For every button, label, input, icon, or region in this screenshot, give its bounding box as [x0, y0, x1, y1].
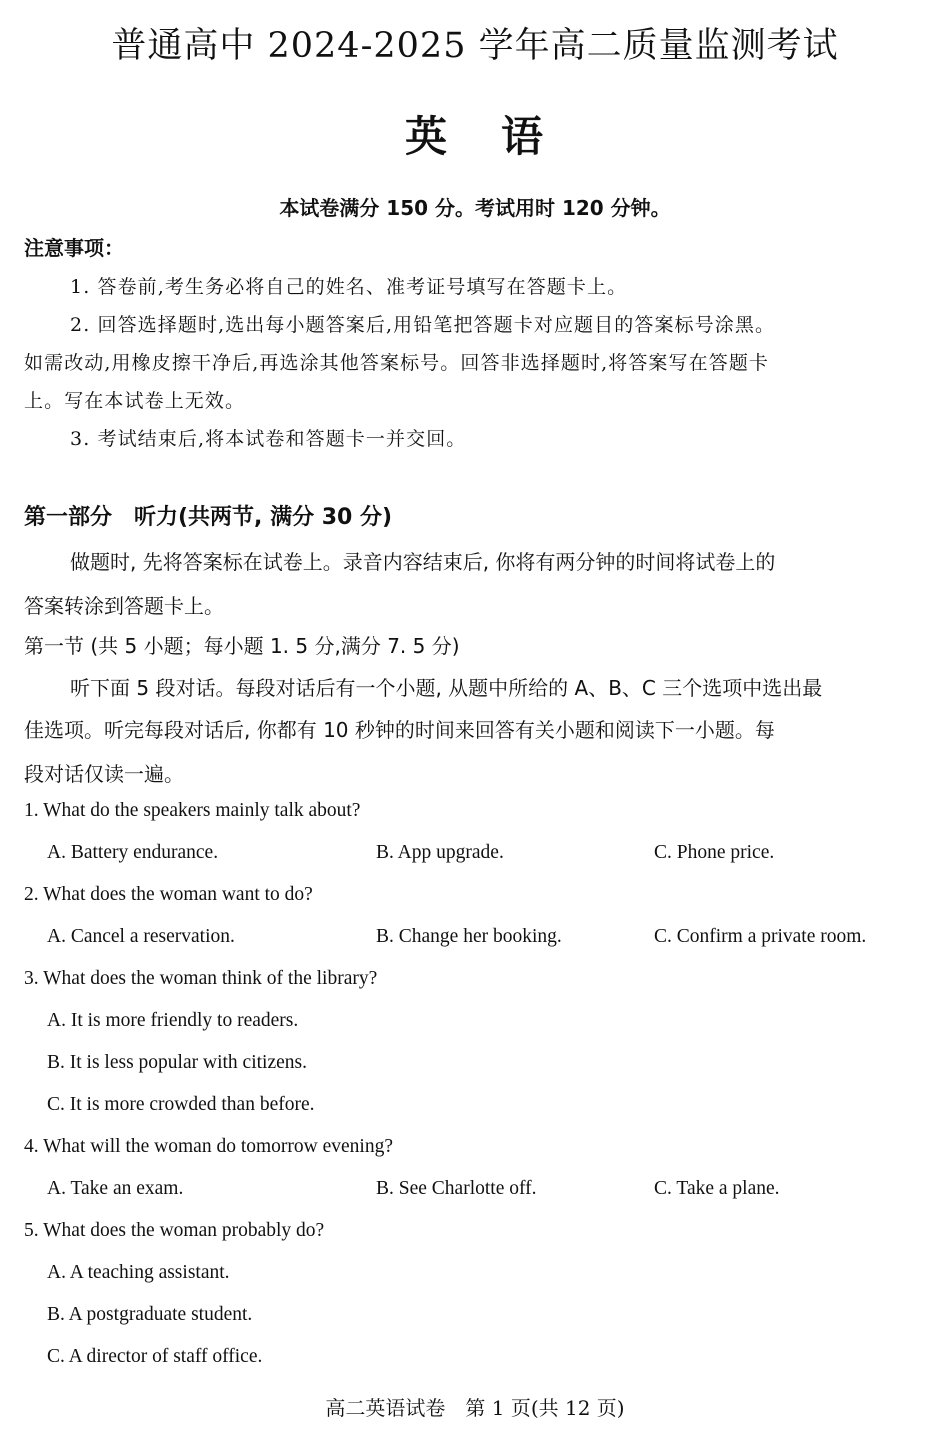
- question-3: 3. What does the woman think of the library?: [24, 968, 378, 989]
- question-2: 2. What does the woman want to do?: [24, 884, 313, 905]
- subject-char-1: 英: [404, 112, 449, 161]
- part1-intro-2: 答案转涂到答题卡上。: [24, 594, 224, 618]
- notice-line-2: 2. 回答选择题时,选出每小题答案后,用铅笔把答题卡对应题目的答案标号涂黑。: [70, 314, 776, 336]
- part1-intro-1: 做题时, 先将答案标在试卷上。录音内容结束后, 你将有两分钟的时间将试卷上的: [70, 550, 776, 574]
- section1-instr-1: 听下面 5 段对话。每段对话后有一个小题, 从题中所给的 A、B、C 三个选项中选出最: [70, 676, 823, 700]
- q5-option-a: A. A teaching assistant.: [47, 1262, 230, 1283]
- q3-option-b: B. It is less popular with citizens.: [47, 1052, 307, 1073]
- notice-line-5: 3. 考试结束后,将本试卷和答题卡一并交回。: [70, 428, 467, 450]
- q2-option-c: C. Confirm a private room.: [654, 926, 867, 947]
- q3-option-a: A. It is more friendly to readers.: [47, 1010, 299, 1031]
- notice-line-3: 如需改动,用橡皮擦干净后,再选涂其他答案标号。回答非选择题时,将答案写在答题卡: [24, 352, 770, 374]
- notice-line-4: 上。写在本试卷上无效。: [24, 390, 246, 412]
- exam-meta: 本试卷满分 150 分。考试用时 120 分钟。: [279, 196, 671, 220]
- page-footer: 高二英语试卷 第 1 页(共 12 页): [325, 1396, 625, 1420]
- q5-option-b: B. A postgraduate student.: [47, 1304, 253, 1325]
- q4-option-a: A. Take an exam.: [47, 1178, 184, 1199]
- q2-option-a: A. Cancel a reservation.: [47, 926, 235, 947]
- q4-option-b: B. See Charlotte off.: [376, 1178, 537, 1199]
- q4-option-c: C. Take a plane.: [654, 1178, 780, 1199]
- q1-option-a: A. Battery endurance.: [47, 842, 219, 863]
- q1-option-b: B. App upgrade.: [376, 842, 504, 863]
- section1-instr-2: 佳选项。听完每段对话后, 你都有 10 秒钟的时间来回答有关小题和阅读下一小题。每: [24, 718, 775, 742]
- q5-option-c: C. A director of staff office.: [47, 1346, 263, 1367]
- notice-heading: 注意事项：: [24, 236, 124, 260]
- exam-title: 普通高中 2024-2025 学年高二质量监测考试: [111, 26, 839, 66]
- question-4: 4. What will the woman do tomorrow evening?: [24, 1136, 393, 1157]
- subject-char-2: 语: [501, 112, 546, 161]
- q3-option-c: C. It is more crowded than before.: [47, 1094, 315, 1115]
- part1-heading: 第一部分 听力(共两节, 满分 30 分): [24, 505, 393, 530]
- section1-heading: 第一节 (共 5 小题；每小题 1. 5 分,满分 7. 5 分): [24, 634, 460, 658]
- notice-line-1: 1. 答卷前,考生务必将自己的姓名、准考证号填写在答题卡上。: [70, 276, 628, 298]
- q1-option-c: C. Phone price.: [654, 842, 775, 863]
- subject-title: [0, 104, 950, 164]
- section1-instr-3: 段对话仅读一遍。: [24, 762, 184, 786]
- question-1: 1. What do the speakers mainly talk about?: [24, 800, 361, 821]
- question-5: 5. What does the woman probably do?: [24, 1220, 325, 1241]
- q2-option-b: B. Change her booking.: [376, 926, 562, 947]
